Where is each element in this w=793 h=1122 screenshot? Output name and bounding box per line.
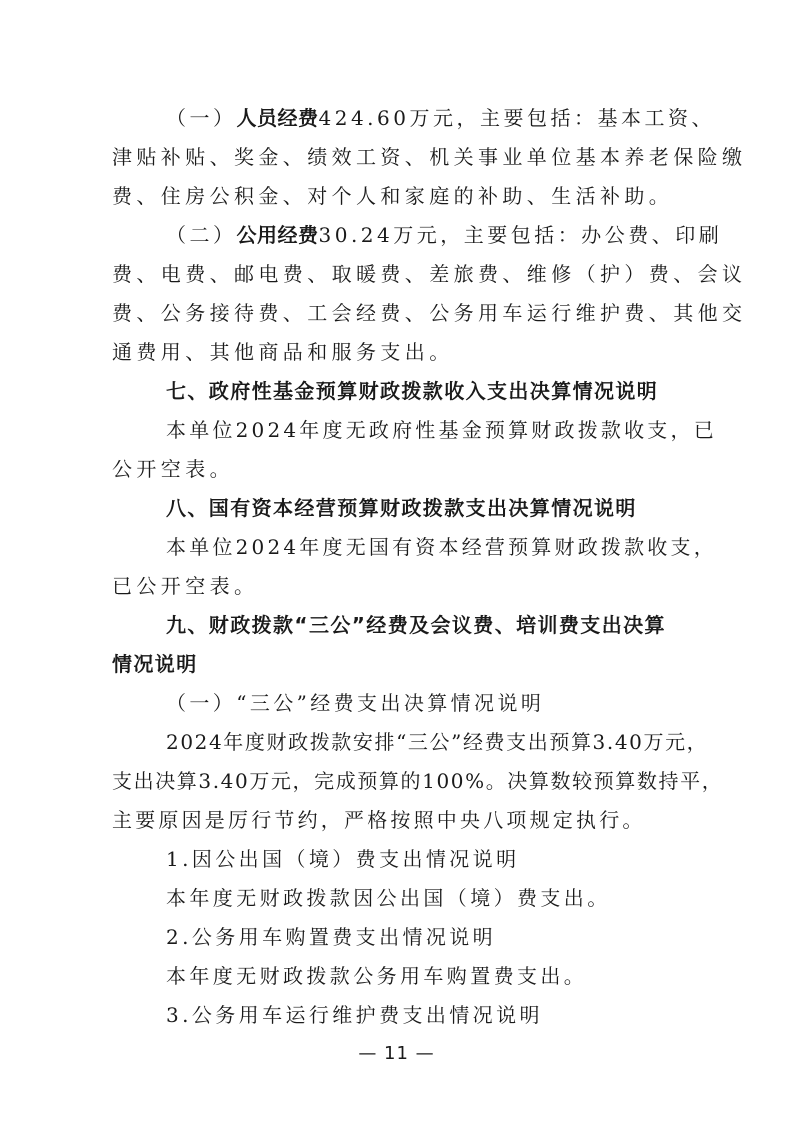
paragraph-line: 费、电费、邮电费、取暖费、差旅费、维修（护）费、会议 xyxy=(112,262,747,286)
subsection-heading: （一）“三公”经费支出决算情况说明 xyxy=(166,691,545,715)
paragraph-line: 费、住房公积金、对个人和家庭的补助、生活补助。 xyxy=(112,184,674,208)
paragraph-line: 主要原因是厉行节约，严格按照中央八项规定执行。 xyxy=(112,808,646,832)
section-heading-9-cont: 情况说明 xyxy=(112,652,198,676)
paragraph-line: 已公开空表。 xyxy=(112,574,259,598)
section-heading-8: 八、国有资本经营预算财政拨款支出决算情况说明 xyxy=(166,496,637,520)
paragraph-line: 费、公务接待费、工会经费、公务用车运行维护费、其他交 xyxy=(112,301,747,325)
item-title: 2.公务用车购置费支出情况说明 xyxy=(166,925,497,949)
section-heading-7: 七、政府性基金预算财政拨款收入支出决算情况说明 xyxy=(166,379,659,403)
bold-term-personnel-expenses: 人员经费 xyxy=(236,106,319,130)
paragraph-text: 424.60万元，主要包括：基本工资、 xyxy=(318,106,715,130)
paragraph-line: 本单位2024年度无国有资本经营预算财政拨款收支， xyxy=(166,535,717,559)
page-number: — 11 — xyxy=(358,1043,435,1064)
paragraph-line: 2024年度财政拨款安排“三公”经费支出预算3.40万元， xyxy=(166,730,709,754)
paragraph-line: 本单位2024年度无政府性基金预算财政拨款收支，已 xyxy=(166,418,717,442)
item-title: 3.公务用车运行维护费支出情况说明 xyxy=(166,1003,543,1027)
paragraph-public-expenses xyxy=(166,221,722,249)
item-text: 本年度无财政拨款公务用车购置费支出。 xyxy=(166,964,588,988)
paragraph-prefix: （二） xyxy=(166,223,237,247)
paragraph-line: 津贴补贴、奖金、绩效工资、机关事业单位基本养老保险缴 xyxy=(112,145,747,169)
bold-term-public-expenses: 公用经费 xyxy=(236,223,319,247)
paragraph-line: 通费用、其他商品和服务支出。 xyxy=(112,340,454,364)
paragraph-prefix: （一） xyxy=(166,106,237,130)
paragraph-text: 30.24万元，主要包括：办公费、印刷 xyxy=(318,223,723,247)
item-title: 1.因公出国（境）费支出情况说明 xyxy=(166,847,520,871)
paragraph-personnel-expenses xyxy=(166,104,715,132)
section-heading-9: 九、财政拨款“三公”经费及会议费、培训费支出决算 xyxy=(166,613,666,637)
paragraph-line: 公开空表。 xyxy=(112,457,234,481)
item-text: 本年度无财政拨款因公出国（境）费支出。 xyxy=(166,886,611,910)
paragraph-line: 支出决算3.40万元，完成预算的100%。决算数较预算数持平， xyxy=(112,769,724,793)
